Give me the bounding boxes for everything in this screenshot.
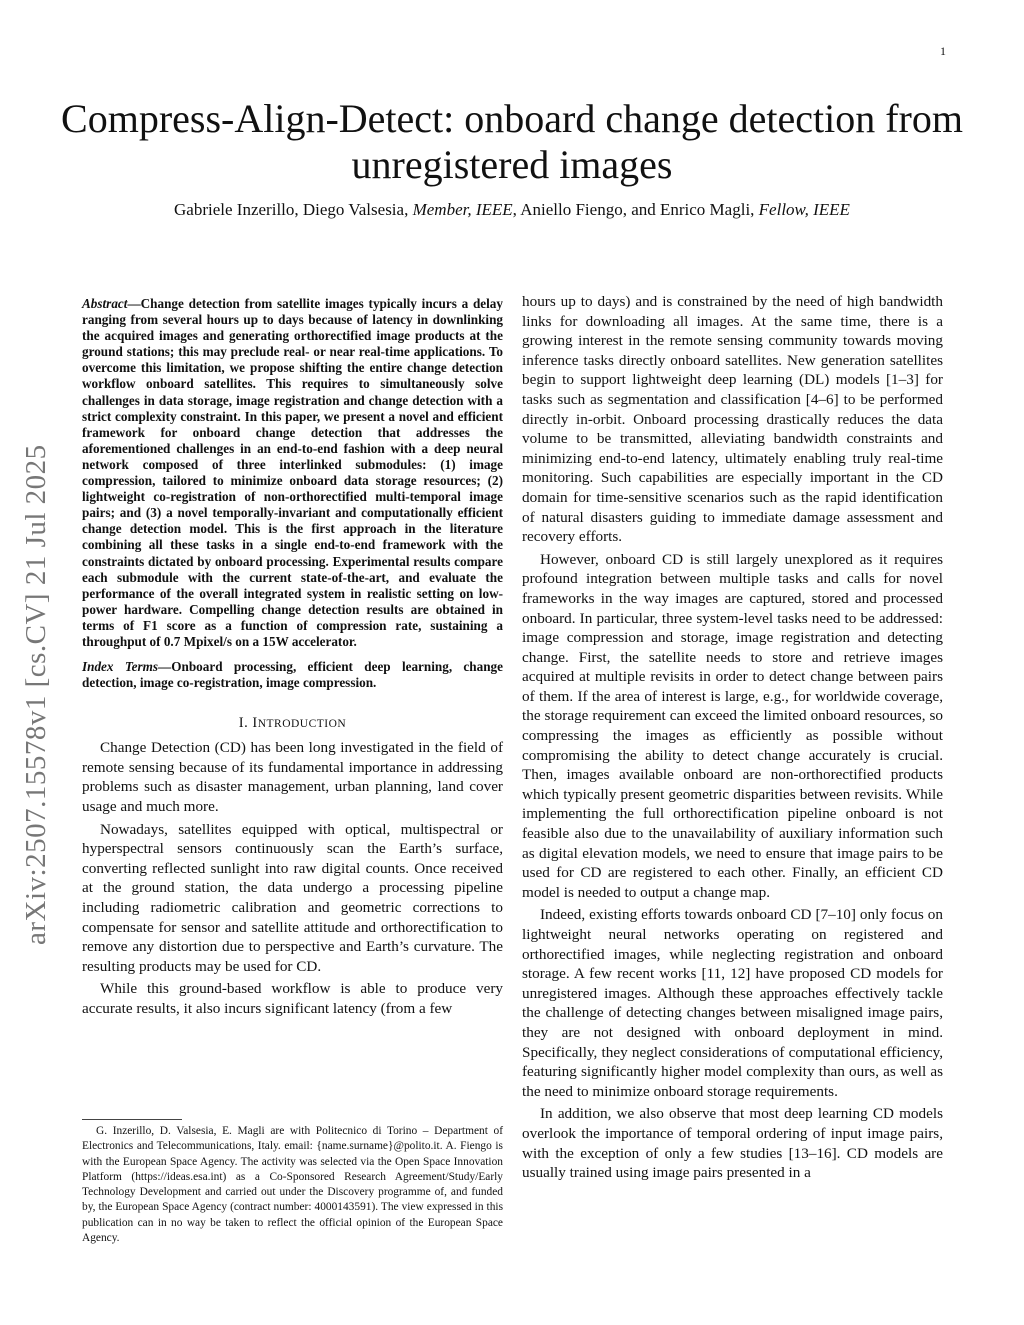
intro-paragraph-1: Change Detection (CD) has been long investigated in the field of remote sensing because of its fundamental importance in addressing problems such as disaster management, urban planning, land cover usage and much more.	[82, 739, 503, 816]
page-number: 1	[940, 44, 946, 58]
authors-part-1: Gabriele Inzerillo, Diego Valsesia,	[174, 200, 413, 219]
intro-paragraph-5: However, onboard CD is still largely unexplored as it requires profound integration between multiple tasks and calls for novel frameworks in the way images are captured, stored and processed onboard. In particular, three system-level tasks need to be addressed: image compression and storage, image registration and detecting change. First, the satellite needs to store and retrieve images acquired at multiple revisits in order to detect change between pairs of them. If the area of interest is large, e.g., for worldwide coverage, the storage requirement can exceed the limited onboard resources, so compressing the images as efficiently as possible without compromising the ability to detect change accurately is crucial. Then, images available onboard are non-orthorectified products which typically present geometric disparities between revisits. While implementing the full orthorectification pipeline onboard is not feasible also due to the unavailability of auxiliary information such as digital elevation models, we need to ensure that image pairs to be used for CD are registered to each other. Finally, an efficient CD model is needed to output a change map.	[522, 550, 943, 901]
author-affiliation-footnote: G. Inzerillo, D. Valsesia, E. Magli are with Politecnico di Torino – Department of Electronics and Telecommunications, Italy. email: {name.surname}@polito.it. A. Fiengo is with the European Space Agency. The activity was selected via the Open Space Innovation Platform (https://ideas.esa.int) as a Co-Sponsored Research Agreement/Study/Early Technology Development and carried out under the Discovery programme of, and funded by, the European Space Agency (contract number: 4000143591). The view expressed in this publication can in no way be taken to reflect the official opinion of the European Space Agency.	[82, 1125, 503, 1245]
index-terms-text: —Onboard processing, efficient deep learning, change detection, image co-registration, image compression.	[82, 659, 503, 691]
abstract-text: —Change detection from satellite images typically incurs a delay ranging from several hours up to days because of latency in downlinking the acquired images and generating orthorectified image products at the ground stations; this may preclude real- or near real-time applications. To overcome this limitation, we propose shifting the entire change detection workflow onboard satellites. This requires to simultaneously solve challenges in data storage, image registration and change detection with a strict complexity constraint. In this paper, we present a novel and efficient framework for onboard change detection that addresses the aforementioned challenges in an end-to-end fashion with a deep neural network composed of three interlinked submodules: (1) image compression, tailored to minimize onboard data storage resources; (2) lightweight co-registration of non-orthorectified multi-temporal image pairs; and (3) a novel temporally-invariant and computationally efficient change detection model. This is the first approach in the literature combining all these tasks in a single end-to-end framework with the constraints dictated by onboard processing. Experimental results compare each submodule with the current state-of-the-art, and evaluate the performance of the overall integrated system in realistic setting on low-power hardware. Compelling change detection results are obtained in terms of F1 score as a function of compression rate, sustaining a throughput of 0.7 Mpixel/s on a 15W accelerator.	[82, 296, 503, 649]
authors-part-2: , Aniello Fiengo, and Enrico Magli,	[512, 200, 759, 219]
section-number: I.	[238, 715, 253, 732]
intro-paragraph-7: In addition, we also observe that most deep learning CD models overlook the importance of temporal ordering of input image pairs, with the exception of only a few studies [13–16]. CD models are usually trained using image pairs presented in a	[522, 1105, 943, 1182]
authors-fellow-role: Fellow, IEEE	[758, 200, 850, 219]
intro-paragraph-2: Nowadays, satellites equipped with optical, multispectral or hyperspectral sensors continuously scan the Earth’s surface, converting reflected sunlight into raw digital counts. Once received at the ground station, the data undergo a processing pipeline including radiometric calibration and geometric corrections to compensate for sensor and satellite attitude and orthorectification to remove any distortion due to perspective and Earth’s curvature. The resulting products may be used for CD.	[82, 820, 503, 975]
arxiv-identifier[interactable]: arXiv:2507.15578v1 [cs.CV] 21 Jul 2025	[20, 444, 52, 945]
abstract	[82, 296, 503, 650]
intro-paragraph-4: hours up to days) and is constrained by the need of high bandwidth links for downloading all images. At the same time, there is a growing interest in the remote sensing community towards moving inference tasks directly onboard satellites. New generation satellites begin to support lightweight deep learning (DL) models [1–3] for tasks such as segmentation and classification [4–6] to be performed directly in-orbit. Onboard processing drastically reduces the data volume to be transmitted, alleviating bandwidth constraints and minimizing end-to-end latency, ultimately enabling truly real-time monitoring. Such capabilities are especially important in the CD domain for time-sensitive scenarios such as the rapid identification of natural disasters guiding to immediate damage assessment and recovery efforts.	[522, 293, 943, 546]
intro-paragraph-3: While this ground-based workflow is able to produce very accurate results, it also incurs significant latency (from a few	[82, 980, 503, 1017]
author-list	[60, 200, 964, 220]
authors-member-role: Member, IEEE	[412, 200, 513, 219]
section-heading-introduction	[82, 715, 503, 732]
footnote-divider	[82, 1119, 182, 1120]
intro-paragraph-6: Indeed, existing efforts towards onboard CD [7–10] only focus on lightweight neural networks operating on registered and orthorectified images, while neglecting registration and onboard storage. A few recent works [11, 12] have proposed CD models for unregistered images. Although these approaches effectively tackle the challenge of detecting changes between misaligned image pairs, they are not designed with onboard deployment in mind. Specifically, they neglect considerations of computational efficiency, featuring significantly higher model complexity than ours, as well as the need to minimize onboard storage requirements.	[522, 906, 943, 1100]
left-column	[82, 296, 503, 1019]
right-column	[522, 292, 943, 1183]
section-title-rest: NTRODUCTION	[257, 718, 347, 731]
paper-title: Compress-Align-Detect: onboard change detection from unregistered images	[61, 96, 963, 187]
abstract-label: Abstract	[82, 296, 128, 311]
index-terms	[82, 659, 503, 691]
index-terms-label: Index Terms	[82, 659, 159, 675]
section-first-letter: I	[252, 715, 258, 732]
